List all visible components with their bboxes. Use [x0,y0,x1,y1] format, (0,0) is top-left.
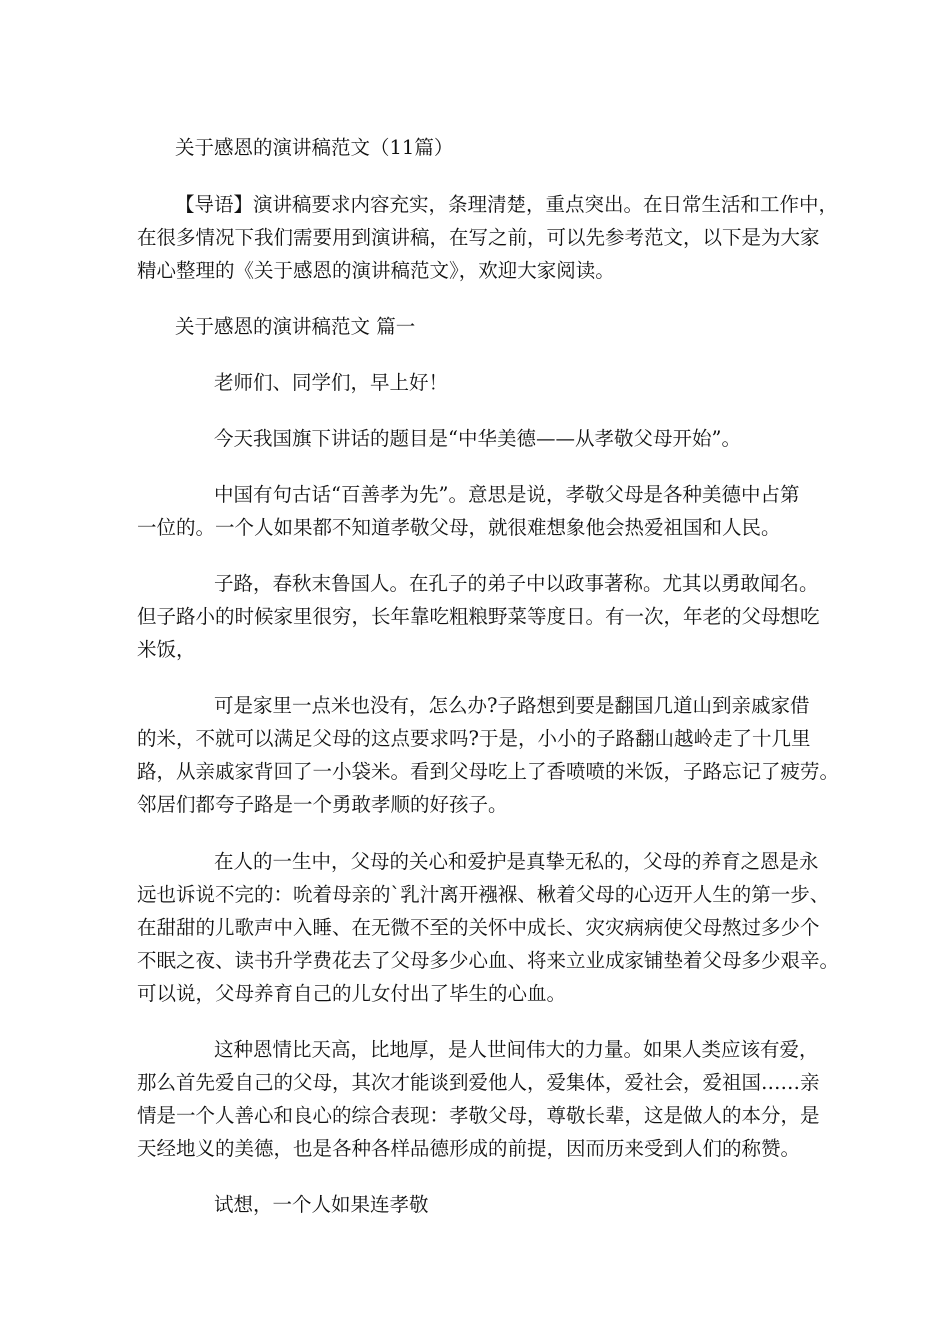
paragraph-line: 但子路小的时候家里很穷，长年靠吃粗粮野菜等度日。有一次，年老的父母想吃 [137,605,820,628]
paragraph-line: 米饭， [137,638,196,661]
paragraph-line: 天经地义的美德，也是各种各样品德形成的前提，因而历来受到人们的称赞。 [137,1137,801,1160]
paragraph-line: 试想，一个人如果连孝敬 [214,1193,429,1216]
paragraph-line: 的米，不就可以满足父母的这点要求吗?于是，小小的子路翻山越岭走了十几里 [137,727,811,750]
paragraph-line: 远也诉说不完的：吮着母亲的`乳汁离开襁褓、楸着父母的心迈开人生的第一步、 [137,883,830,906]
paragraph-line: 今天我国旗下讲话的题目是“中华美德——从孝敬父母开始”。 [214,427,741,450]
paragraph-line: 这种恩情比天高，比地厚，是人世间伟大的力量。如果人类应该有爱， [214,1038,819,1061]
paragraph-line: 可以说，父母养育自己的儿女付出了毕生的心血。 [137,982,567,1005]
intro-line: 精心整理的《关于感恩的演讲稿范文》，欢迎大家阅读。 [137,259,615,282]
paragraph-line: 子路，春秋末鲁国人。在孔子的弟子中以政事著称。尤其以勇敢闻名。 [214,572,819,595]
paragraph-line: 邻居们都夸子路是一个勇敢孝顺的好孩子。 [137,793,508,816]
intro-line: 【导语】演讲稿要求内容充实，条理清楚，重点突出。在日常生活和工作中， [175,193,839,216]
paragraph-line: 路，从亲戚家背回了一小袋米。看到父母吃上了香喷喷的米饭，子路忘记了疲劳。 [137,760,840,783]
paragraph-line: 老师们、同学们，早上好！ [214,371,449,394]
paragraph-line: 在人的一生中，父母的关心和爱护是真挚无私的，父母的养育之恩是永 [214,850,819,873]
paragraph-line: 情是一个人善心和良心的综合表现：孝敬父母，尊敬长辈，这是做人的本分，是 [137,1104,820,1127]
paragraph-line: 一位的。一个人如果都不知道孝敬父母，就很难想象他会热爱祖国和人民。 [137,516,781,539]
paragraph-line: 不眠之夜、读书升学费花去了父母多少心血、将来立业成家铺垫着父母多少艰辛。 [137,949,840,972]
paragraph-line: 中国有句古话“百善孝为先”。意思是说，孝敬父母是各种美德中占第 [214,483,800,506]
paragraph-line: 那么首先爱自己的父母，其次才能谈到爱他人，爱集体，爱社会，爱祖国……亲 [137,1071,820,1094]
paragraph-line: 可是家里一点米也没有，怎么办?子路想到要是翻国几道山到亲戚家借 [214,694,810,717]
section-heading: 关于感恩的演讲稿范文 篇一 [175,315,416,338]
document-title: 关于感恩的演讲稿范文（11篇） [175,136,454,159]
paragraph-line: 在甜甜的儿歌声中入睡、在无微不至的关怀中成长、灾灾病病使父母熬过多少个 [137,916,820,939]
intro-line: 在很多情况下我们需要用到演讲稿，在写之前，可以先参考范文，以下是为大家 [137,226,820,249]
